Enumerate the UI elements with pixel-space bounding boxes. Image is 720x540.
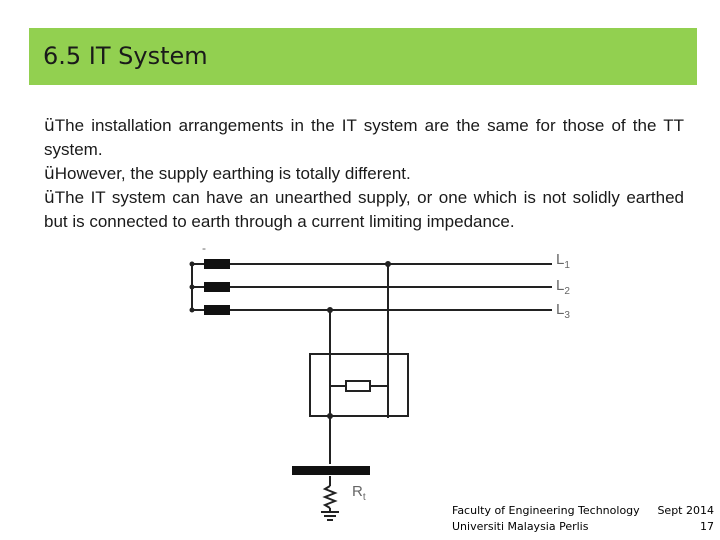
- minus-label: -: [202, 241, 206, 255]
- junction-dot: [327, 307, 333, 313]
- label-rt: $R_t$: [352, 483, 366, 503]
- winding-l1-icon: [204, 259, 230, 269]
- it-system-diagram: [180, 240, 600, 530]
- checkmark-icon: ü: [44, 164, 55, 184]
- earth-plate-icon: [292, 466, 370, 475]
- footer: [452, 503, 714, 535]
- junction-dot: [327, 413, 333, 419]
- footer-faculty: Faculty of Engineering Technology: [452, 504, 640, 517]
- label-l2: $L_2$: [556, 277, 570, 297]
- winding-l3-icon: [204, 305, 230, 315]
- bullet-item: [44, 162, 684, 186]
- bullet-item: [44, 186, 684, 234]
- bullet-item: [44, 114, 684, 162]
- label-l1: $L_1$: [556, 251, 570, 271]
- junction-dot: [385, 261, 391, 267]
- label-l3: $L_3$: [556, 301, 570, 321]
- footer-university: Universiti Malaysia Perlis: [452, 520, 589, 533]
- checkmark-icon: ü: [44, 188, 55, 208]
- checkmark-icon: ü: [44, 116, 55, 136]
- page-number: 17: [700, 520, 714, 533]
- slide-body: [44, 114, 684, 234]
- title-bar: [29, 28, 697, 85]
- slide-title: 6.5 IT System: [43, 42, 208, 70]
- bullet-text: The IT system can have an unearthed supply, or one which is not solidly earthed but is connected to earth through a current limiting impedance.: [44, 188, 684, 231]
- winding-l2-icon: [204, 282, 230, 292]
- impedance-resistor-icon: [346, 381, 370, 391]
- bullet-text: However, the supply earthing is totally different.: [54, 164, 411, 183]
- earth-resistor-icon: [325, 486, 335, 508]
- footer-date: Sept 2014: [657, 504, 714, 517]
- bullet-text: The installation arrangements in the IT system are the same for those of the TT system.: [44, 116, 684, 159]
